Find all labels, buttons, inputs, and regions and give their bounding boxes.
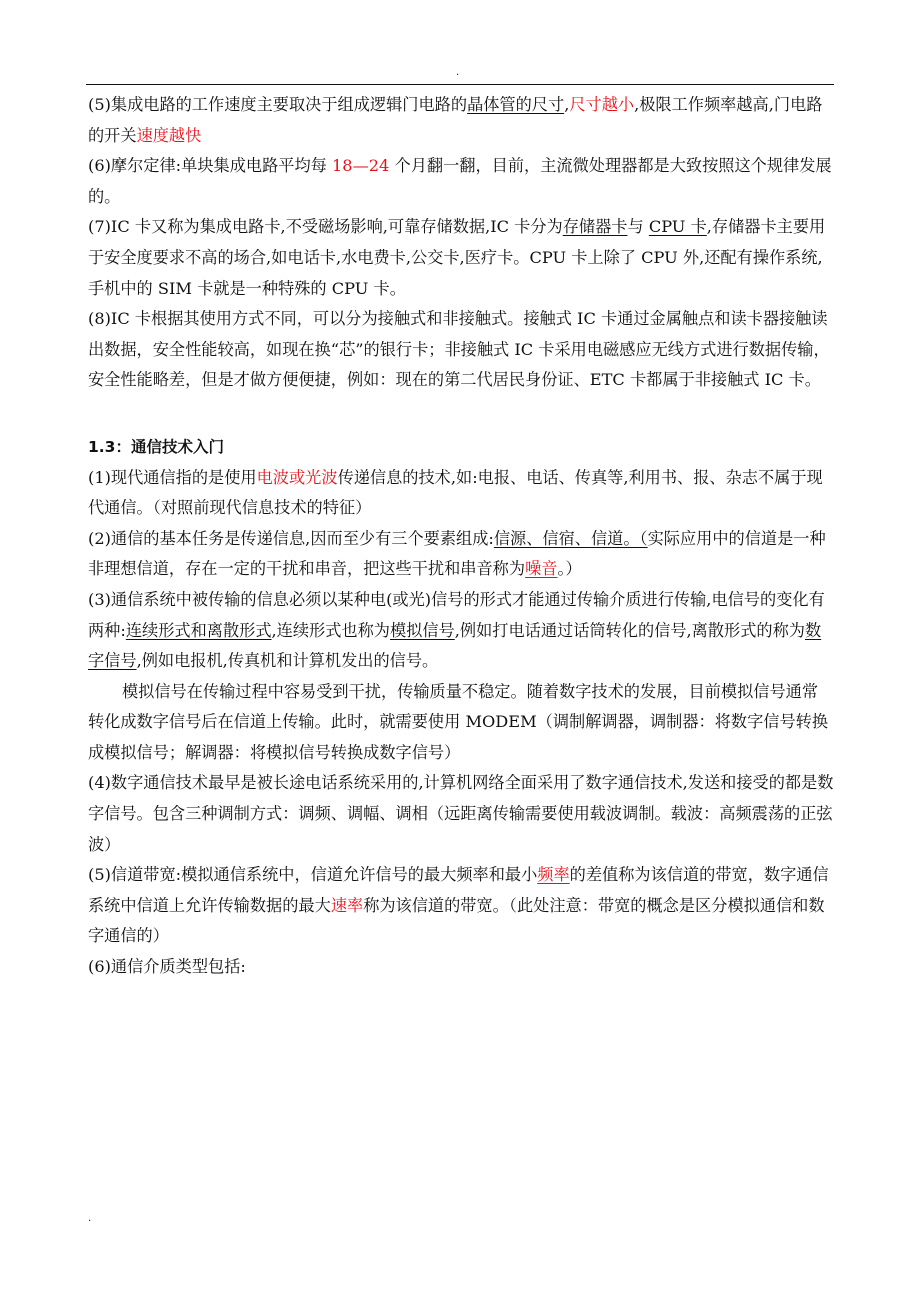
header-mark: . xyxy=(456,67,460,78)
highlighted-term: 噪音 xyxy=(525,559,558,579)
paragraph-6-moore-law xyxy=(88,151,834,212)
paragraph-1-modern-comm xyxy=(88,463,834,524)
highlighted-term: 速度越快 xyxy=(136,125,202,145)
paragraph-2-comm-elements xyxy=(88,524,834,585)
section-heading: 1.3：通信技术入门 xyxy=(88,437,224,456)
highlighted-term: 电波或光波 xyxy=(256,467,338,487)
text: 与 xyxy=(627,217,649,237)
text: 实际应用中的信道是一种非理想信道，存在一定的干扰和串音，把这些干扰和串音称为 xyxy=(88,528,826,579)
text: ,例如电报机,传真机和计算机发出的信号。 xyxy=(136,651,439,671)
paragraph-5-ic-speed xyxy=(88,90,834,151)
text: (5)信道带宽:模拟通信系统中，信道允许信号的最大频率和最小 xyxy=(88,865,538,885)
text: , xyxy=(564,95,570,114)
text: ,例如打电话通过话筒转化的信号,离散形式的称为 xyxy=(454,620,805,640)
document-body xyxy=(88,90,834,983)
text: (6)摩尔定律:单块集成电路平均每 xyxy=(88,156,332,176)
highlighted-term: 速率 xyxy=(330,895,364,915)
text: (3)通信系统中被传输的信息必须以某种电(或光)信号的形式才能通过传输介质进行传输,电信号的变化有两种: xyxy=(88,589,825,640)
highlighted-term: 频率 xyxy=(537,865,570,885)
text: ,极限工作频率越高,门电路的开关 xyxy=(88,95,823,145)
underlined-term: 晶体管的尺寸 xyxy=(467,95,565,114)
highlighted-term: 18—24 xyxy=(331,156,390,176)
header-rule xyxy=(86,84,834,85)
text: 传递信息的技术,如:电报、电话、传真等,利用书、报、杂志不属于现代通信。（对照前现代信息技术的特征） xyxy=(88,467,823,518)
underlined-term: 存储器卡 xyxy=(562,217,628,237)
footer-mark: . xyxy=(88,1213,92,1224)
paragraph-3-signals xyxy=(88,585,834,677)
text: 称为该信道的带宽。（此处注意：带宽的概念是区分模拟通信和数字通信的） xyxy=(88,895,825,946)
text: (7)IC 卡又称为集成电路卡,不受磁场影响,可靠存储数据,IC 卡分为 xyxy=(88,217,563,237)
text: (5)集成电路的工作速度主要取决于组成逻辑门电路的 xyxy=(88,95,468,114)
underlined-term: 数字信号 xyxy=(88,620,822,671)
text: ,存储器卡主要用于安全度要求不高的场合,如电话卡,水电费卡,公交卡,医疗卡。CPU 卡上除了 CPU 外,还配有操作系统,手机中的 SIM 卡就是一种特殊的 CPU 卡。 xyxy=(88,217,826,298)
highlighted-term: 尺寸越小 xyxy=(569,95,635,114)
paragraph-7-ic-card xyxy=(88,212,834,304)
text: 。） xyxy=(557,559,582,579)
paragraph-3-modem: 模拟信号在传输过程中容易受到干扰，传输质量不稳定。随着数字技术的发展，目前模拟信号通常转化成数字信号后在信道上传输。此时，就需要使用 MODEM（调制解调器，调制器：将数字信号转换成模拟信号；解调器：将模拟信号转换成数字信号） xyxy=(88,681,829,762)
paragraph-6-media: (6)通信介质类型包括: xyxy=(88,957,246,977)
text: (1)现代通信指的是使用 xyxy=(88,467,257,487)
paragraph-8-ic-card-types: (8)IC 卡根据其使用方式不同，可以分为接触式和非接触式。接触式 IC 卡通过金属触点和读卡器接触读出数据，安全性能较高，如现在换“芯”的银行卡；非接触式 IC 卡采用电磁感应无线方式进行数据传输，安全性能略差，但是才做方便便捷，例如：现在的第二代居民身份证、ETC 卡都属于非接触式 IC 卡。 xyxy=(88,309,830,390)
paragraph-4-digital-comm: (4)数字通信技术最早是被长途电话系统采用的,计算机网络全面采用了数字通信技术,发送和接受的都是数字信号。包含三种调制方式：调频、调幅、调相（远距离传输需要使用载波调制。载波：高频震荡的正弦波） xyxy=(88,773,834,854)
text: (2)通信的基本任务是传递信息,因而至少有三个要素组成: xyxy=(88,528,494,548)
text: 个月翻一翻，目前，主流微处理器都是大致按照这个规律发展的。 xyxy=(88,156,832,206)
underlined-term: CPU 卡 xyxy=(648,217,707,237)
underlined-term: 信源、信宿、信道。（ xyxy=(493,528,648,548)
text: 的差值称为该信道的带宽，数字通信系统中信道上允许传输数据的最大 xyxy=(88,865,829,915)
spacer xyxy=(88,396,834,426)
underlined-term: 连续形式和离散形式 xyxy=(125,620,272,640)
paragraph-5-bandwidth xyxy=(88,860,834,952)
text: ,连续形式也称为 xyxy=(271,620,390,640)
underlined-term: 模拟信号 xyxy=(390,620,455,640)
